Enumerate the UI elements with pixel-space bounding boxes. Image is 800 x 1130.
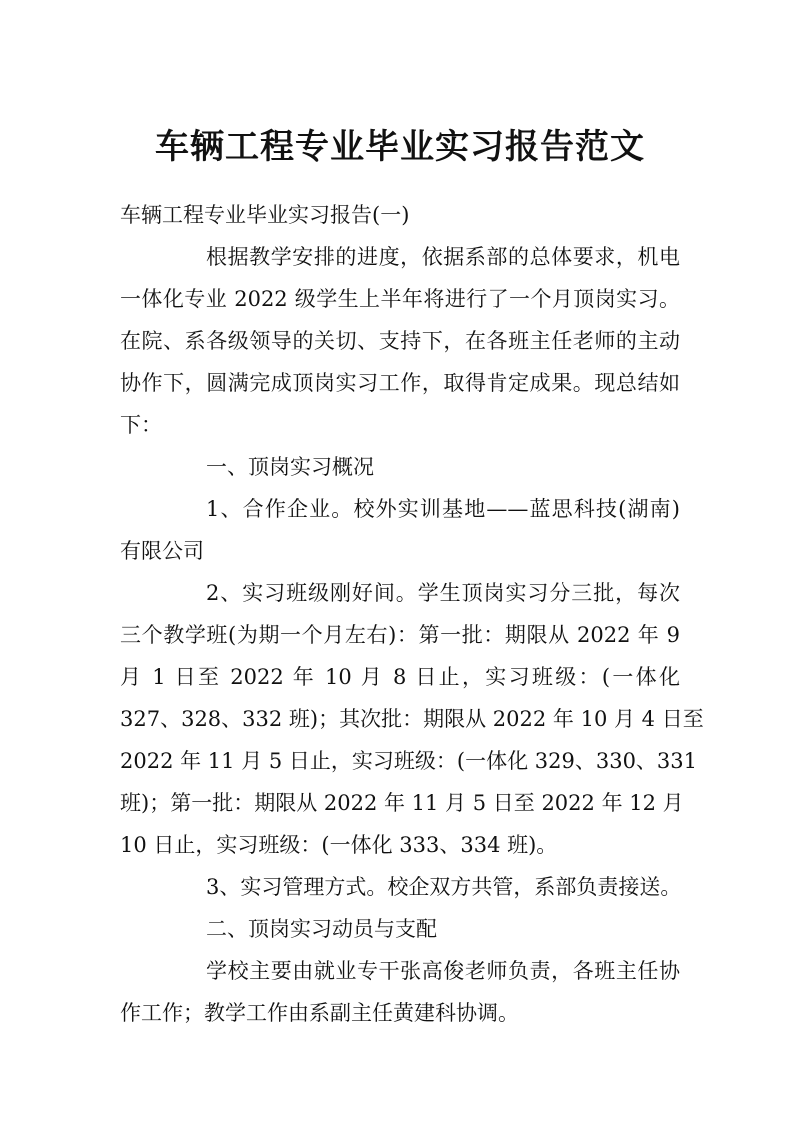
paragraph-line: 作工作；教学工作由系副主任黄建科协调。 <box>120 1001 519 1025</box>
paragraph-line: 在院、系各级领导的关切、支持下，在各班主任老师的主动 <box>120 329 680 353</box>
section-heading-overview: 一、顶岗实习概况 <box>206 455 374 479</box>
paragraph-line: 2022 年 11 月 5 日止，实习班级：(一体化 329、330、331 <box>120 749 698 773</box>
paragraph-line: 学校主要由就业专干张高俊老师负责，各班主任协 <box>206 959 680 983</box>
paragraph-line: 根据教学安排的进度，依据系部的总体要求，机电 <box>206 245 680 269</box>
paragraph-line: 班)；第一批：期限从 2022 年 11 月 5 日至 2022 年 12 月 <box>120 791 684 815</box>
section-heading-mobilization: 二、顶岗实习动员与支配 <box>206 917 437 941</box>
paragraph-line: 一体化专业 2022 级学生上半年将进行了一个月顶岗实习。 <box>120 287 680 311</box>
document-title: 车辆工程专业毕业实习报告范文 <box>155 127 645 167</box>
paragraph-line: 327、328、332 班)；其次批：期限从 2022 年 10 月 4 日至 <box>120 707 704 731</box>
paragraph-line: 三个教学班(为期一个月左右)：第一批：期限从 2022 年 9 <box>120 623 680 647</box>
paragraph-line: 有限公司 <box>120 539 204 563</box>
section-heading-report-one: 车辆工程专业毕业实习报告(一) <box>120 203 410 227</box>
paragraph-line: 2、实习班级刚好间。学生顶岗实习分三批，每次 <box>206 581 680 605</box>
paragraph-line: 10 日止，实习班级：(一体化 333、334 班)。 <box>120 833 558 857</box>
paragraph-line: 1、合作企业。校外实训基地——蓝思科技(湖南) <box>206 497 680 521</box>
paragraph-line: 3、实习管理方式。校企双方共管，系部负责接送。 <box>206 875 682 899</box>
paragraph-line: 协作下，圆满完成顶岗实习工作，取得肯定成果。现总结如 <box>120 371 680 395</box>
paragraph-line: 月 1 日至 2022 年 10 月 8 日止，实习班级：(一体化 <box>120 665 680 689</box>
paragraph-line: 下： <box>120 413 162 437</box>
